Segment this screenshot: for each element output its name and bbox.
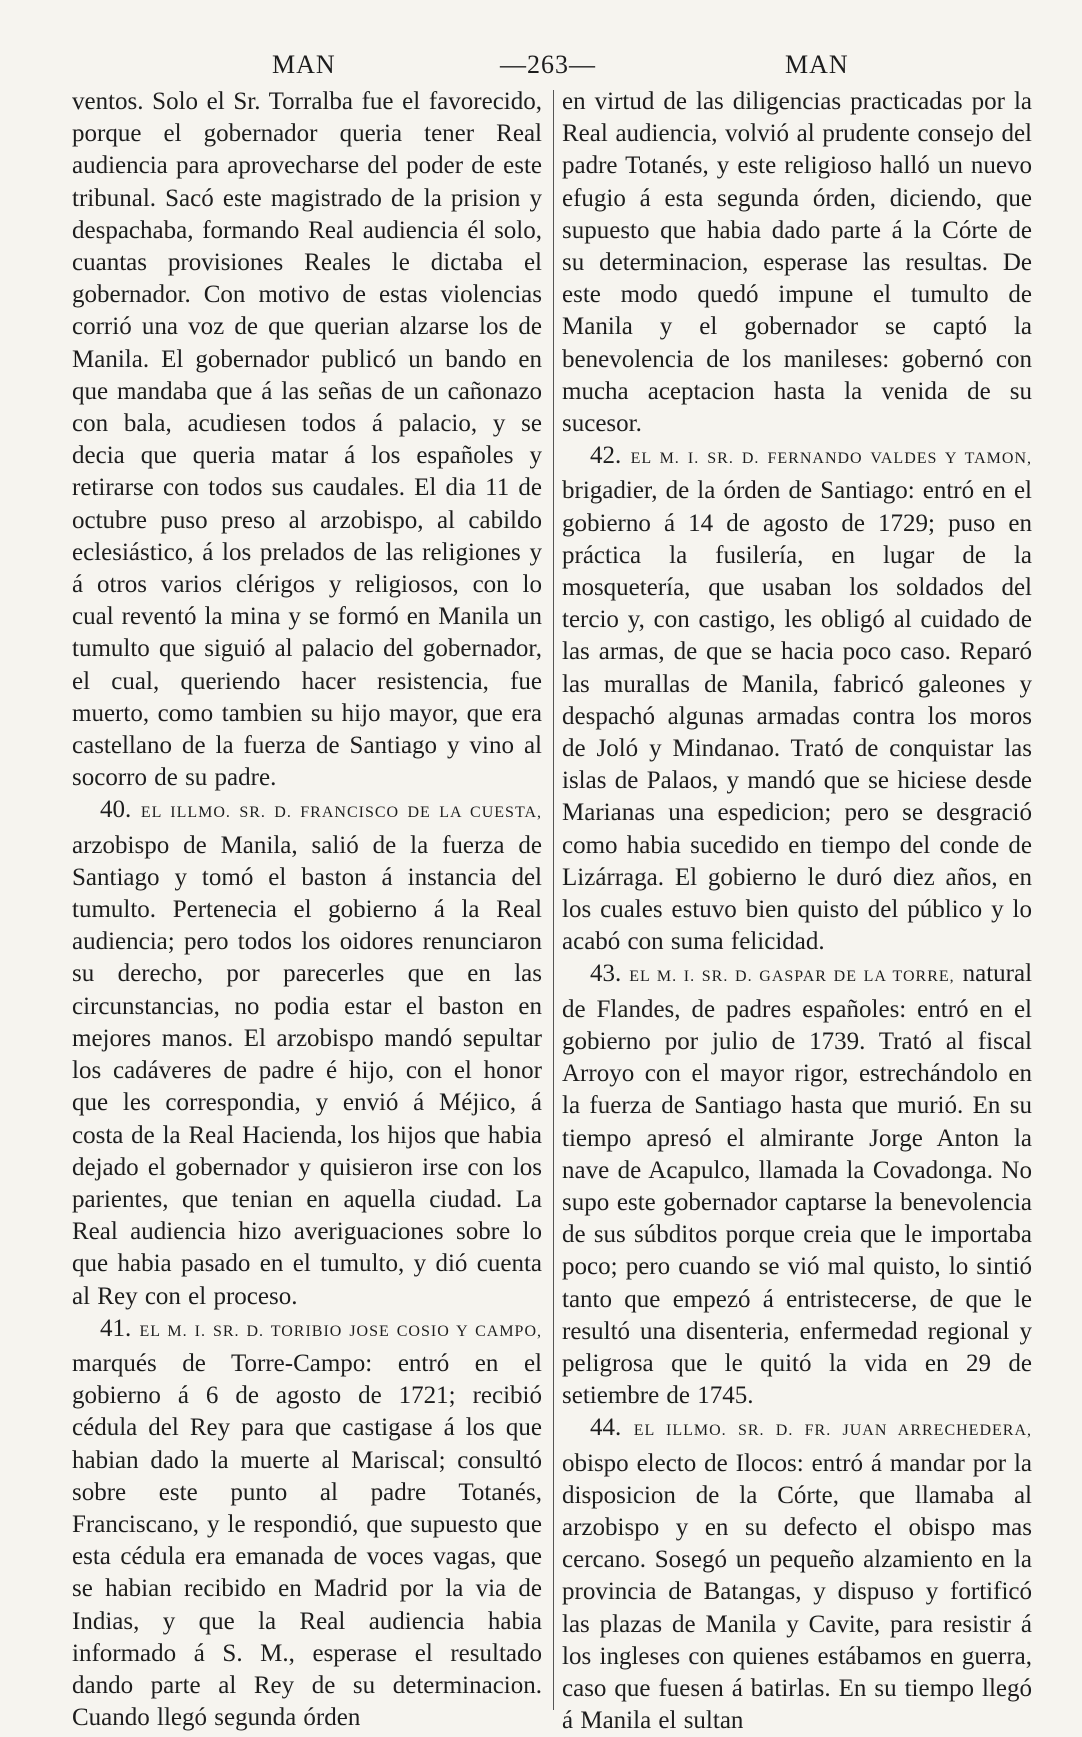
- paragraph: [72, 86, 542, 794]
- right-column: [562, 86, 1032, 1737]
- entry-text: arzobispo de Manila, salió de la fuerza de Santiago y tomó el baston á instancia del tumulto. Pertenecia el gobierno á la Real audiencia; pero todos los oidores renunciaron su derecho, por parecerles que en las circunstancias, no podia estar el baston en mejores manos. El arzobispo mandó sepultar los cadáveres de padre é hijo, con el honor que les correspondia, y envió á Méjico, á costa de la Real Hacienda, los hijos que habia dejado el gobernador y quisieron irse con los parientes, que tenian en aquella ciudad. La Real audiencia hizo averiguaciones sobre lo que habia pasado en el tumulto, y dió cuenta al Rey con el proceso.: [72, 831, 542, 1310]
- entry-41: [72, 1313, 542, 1735]
- entry-number: 43.: [590, 960, 622, 988]
- entry-text: brigadier, de la órden de Santiago: entró en el gobierno á 14 de agosto de 1729; puso en práctica la fusilería, en lugar de la mosquetería, que usaban los soldados del tercio y, con castigo, les obligó al cuidado de las armas, de que se hacia poco caso. Reparó las murallas de Manila, fabricó galeones y despachó algunas armadas contra los moros de Joló y Mindanao. Trató de conquistar las islas de Palaos, y mandó que se hiciese desde Marianas una espedicion; pero se desgració como habia sucedido en tiempo del conde de Lizárraga. El gobierno le duró diez años, en los cuales estuvo bien quisto del público y lo acabó con suma felicidad.: [562, 477, 1032, 956]
- paragraph-text: en virtud de las diligencias practicadas por la Real audiencia, volvió al prudente consejo del padre Totanés, y este religioso halló un nuevo efugio á esta segunda órden, diciendo, que supuesto que habia dado parte á la Córte de su determinacion, esperase las resultas. De este modo quedó impune el tumulto de Manila y el gobernador se captó la benevolencia de los manileses: gobernó con mucha aceptacion hasta la venida de su sucesor.: [562, 88, 1032, 438]
- entry-text: marqués de Torre-Campo: entró en el gobierno á 6 de agosto de 1721; recibió cédula del Rey para que castigase á los que habian dado la muerte al Mariscal; consultó sobre este punto al padre Totanés, Franciscano, y le respondió, que supuesto que esta cédula era emanada de voces vagas, que se habian recibido en Madrid por la via de Indias, y que la Real audiencia habia informado á S. M., esperase el resultado dando parte al Rey de su determinacion. Cuando llegó segunda órden: [72, 1349, 542, 1732]
- entry-44: [562, 1412, 1032, 1737]
- entry-number: 40.: [100, 796, 132, 824]
- entry-heading: EL M. I. SR. D. GASPAR DE LA TORRE,: [629, 968, 955, 986]
- paragraph-text: ventos. Solo el Sr. Torralba fue el favorecido, porque el gobernador queria tener Real audiencia para aprovecharse del poder de este tribunal. Sacó este magistrado de la prision y despachaba, formando Real audiencia él solo, cuantas provisiones Reales le dictaba el gobernador. Con motivo de estas violencias corrió una voz de que querian alzarse los de Manila. El gobernador publicó un bando en que mandaba que á las señas de un cañonazo con bala, acudiesen todos á palacio, y se decia que queria matar á los españoles y retirarse con todos sus caudales. El dia 11 de octubre puso preso al arzobispo, al cabildo eclesiástico, á los prelados de las religiones y á otros varios clérigos y religiosos, con lo cual reventó la mina y se formó en Manila un tumulto que siguió al palacio del gobernador, el cual, queriendo hacer resistencia, fue muerto, como tambien su hijo mayor, que era castellano de la fuerza de Santiago y vino al socorro de su padre.: [72, 88, 542, 792]
- running-header: [0, 50, 1082, 90]
- entry-text: natural de Flandes, de padres españoles: entró en el gobierno por julio de 1739. Trató al fiscal Arroyo con el mayor rigor, estrechándolo en la fuerza de Santiago hasta que murió. En su tiempo apresó el almirante Jorge Anton la nave de Acapulco, llamada la Covadonga. No supo este gobernador captarse la benevolencia de sus súbditos porque creia que le importaba poco; pero cuando se vió mal quisto, lo sintió tanto que empezó á entristecerse, de que le resultó una disenteria, enfermedad regional y peligrosa que le quitó la vida en 29 de setiembre de 1745.: [562, 960, 1033, 1410]
- entry-43: [562, 958, 1032, 1412]
- entry-heading: EL ILLMO. SR. D. FR. JUAN ARRECHEDERA,: [633, 1422, 1032, 1440]
- entry-heading: EL M. I. SR. D. TORIBIO JOSE COSIO Y CAMPO,: [139, 1322, 543, 1340]
- entry-heading: EL M. I. SR. D. FERNANDO VALDES Y TAMON,: [630, 450, 1033, 468]
- header-right: MAN: [785, 50, 849, 79]
- page-number: —263—: [500, 50, 596, 79]
- entry-number: 44.: [590, 1414, 622, 1442]
- column-divider: [553, 90, 554, 1710]
- entry-number: 41.: [100, 1314, 132, 1342]
- left-column: [72, 86, 542, 1734]
- entry-40: [72, 794, 542, 1312]
- entry-42: [562, 440, 1032, 958]
- entry-number: 42.: [590, 442, 622, 470]
- entry-text: obispo electo de Ilocos: entró á mandar por la disposicion de la Córte, que llamaba al arzobispo y en su defecto el obispo mas cercano. Sosegó un pequeño alzamiento en la provincia de Batangas, y dispuso y fortificó las plazas de Manila y Cavite, para resistir á los ingleses con quienes estábamos en guerra, caso que fuesen á batirlas. En su tiempo llegó á Manila el sultan: [562, 1449, 1032, 1735]
- paragraph: [562, 86, 1032, 440]
- header-left: MAN: [272, 50, 336, 79]
- entry-heading: EL ILLMO. SR. D. FRANCISCO DE LA CUESTA,: [140, 804, 542, 822]
